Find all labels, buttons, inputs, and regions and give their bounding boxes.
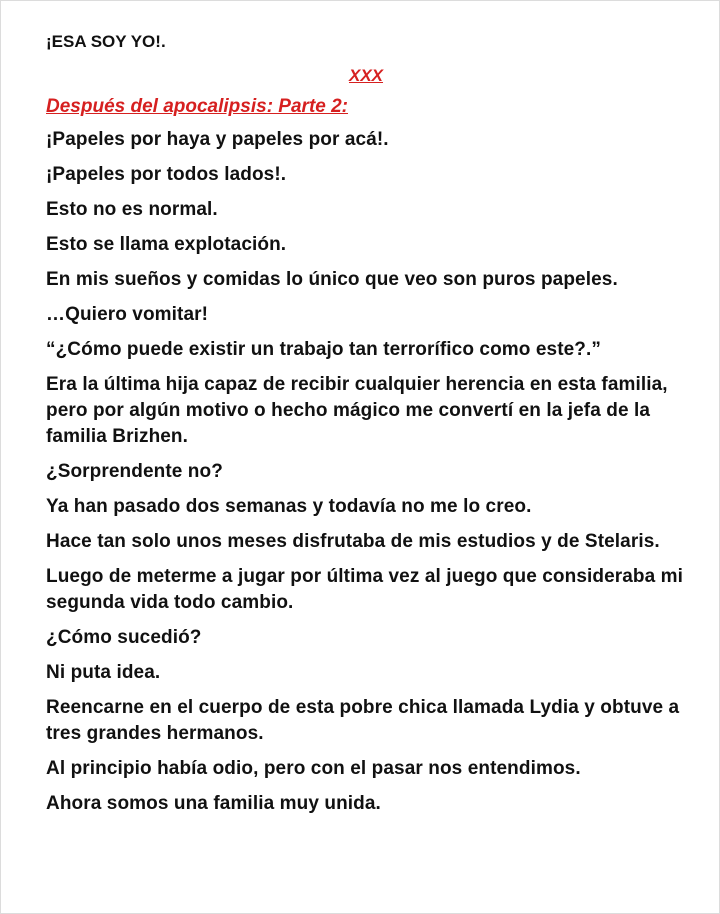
paragraph: Ni puta idea. [46, 662, 161, 683]
paragraph: “¿Cómo puede existir un trabajo tan terrorífico como este?.” [46, 339, 601, 360]
paragraph: Esto se llama explotación. [46, 234, 287, 255]
document-body [46, 29, 686, 826]
paragraph: ¿Sorprendente no? [46, 461, 223, 482]
paragraph: Ahora somos una familia muy unida. [46, 793, 381, 814]
chapter-subtitle: Después del apocalipsis: Parte 2: [46, 96, 349, 117]
paragraph: Hace tan solo unos meses disfrutaba de mis estudios y de Stelaris. [46, 531, 660, 552]
paragraph: ¡Papeles por haya y papeles por acá!. [46, 129, 389, 150]
document-title: ¡ESA SOY YO!. [46, 32, 166, 51]
section-separator: XXX [348, 66, 384, 85]
paragraph: Era la última hija capaz de recibir cualquier herencia en esta familia, pero por algún motivo o hecho mágico me convertí en la jefa de la familia Brizhen. [46, 374, 668, 447]
paragraph-list [46, 127, 686, 817]
paragraph: Luego de meterme a jugar por última vez al juego que consideraba mi segunda vida todo cambio. [46, 566, 684, 613]
paragraph: ¿Cómo sucedió? [46, 627, 202, 648]
paragraph: Reencarne en el cuerpo de esta pobre chica llamada Lydia y obtuve a tres grandes hermanos. [46, 697, 680, 744]
paragraph: Al principio había odio, pero con el pasar nos entendimos. [46, 758, 581, 779]
paragraph: Ya han pasado dos semanas y todavía no me lo creo. [46, 496, 532, 517]
paragraph: …Quiero vomitar! [46, 304, 209, 325]
paragraph: Esto no es normal. [46, 199, 218, 220]
paragraph: ¡Papeles por todos lados!. [46, 164, 287, 185]
paragraph: En mis sueños y comidas lo único que veo son puros papeles. [46, 269, 618, 290]
